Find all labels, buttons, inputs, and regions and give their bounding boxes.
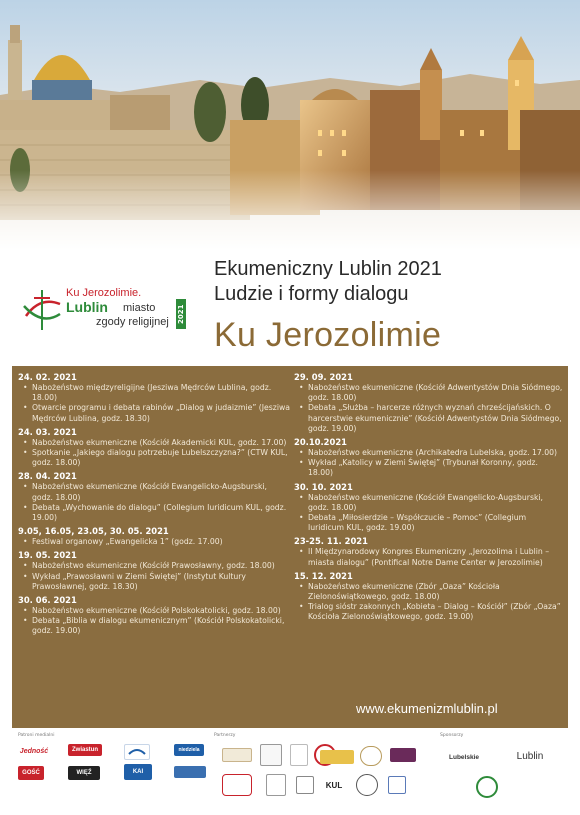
schedule-date: 15. 12. 2021 xyxy=(294,570,353,581)
partner-logo-kul: KUL xyxy=(325,780,343,790)
schedule-column-right xyxy=(294,372,564,623)
partners-label: Partnerzy xyxy=(214,733,236,738)
schedule-date: 20.10.2021 xyxy=(294,437,347,448)
sponsor-logo-lubelskie: Lubelskie xyxy=(449,753,479,761)
schedule-event: • Nabożeństwo ekumeniczne (Kościół Ewangelicko-Augsburski, godz. 18.00) xyxy=(18,482,290,502)
schedule-event: • Nabożeństwo ekumeniczne (Kościół Akademicki KUL, godz. 17.00) xyxy=(18,438,290,448)
schedule-event: • Nabożeństwo ekumeniczne (Kościół Ewangelicko-Augsburski, godz. 18.00) xyxy=(294,493,564,513)
website-link[interactable]: www.ekumenizmlublin.pl xyxy=(356,701,498,716)
partner-logo-6 xyxy=(360,746,382,766)
schedule-event: • Nabożeństwo ekumeniczne (Kościół Prawosławny, godz. 18.00) xyxy=(18,561,290,571)
sponsors-label: Sponsorzy xyxy=(440,733,464,738)
partner-logo-5 xyxy=(320,750,354,764)
schedule-event: • Festiwal organowy „Ewangelicka 1” (godz. 17.00) xyxy=(18,537,290,547)
partner-logo-7 xyxy=(390,748,416,762)
hero-image-jerusalem xyxy=(0,0,580,250)
schedule-event: • Nabożeństwo międzyreligijne (Jesziwa Mędrców Lublina, godz. 18.00) xyxy=(18,383,290,403)
schedule-event: • Nabożeństwo ekumeniczne (Kościół Adwentystów Dnia Siódmego, godz. 18.00) xyxy=(294,383,564,403)
ku-jerozolimie-logo xyxy=(20,286,190,332)
schedule-event: • Debata „Służba – harcerze różnych wyznań chrześcijańskich. O harcerstwie ekumenicznie” (Kościół Adwentystów Dnia Siódmego, godz. 19.00) xyxy=(294,403,564,434)
partner-logo-8 xyxy=(222,774,252,796)
logo-emblem-icon xyxy=(20,286,64,332)
media-logo-gosc: GOŚĆ xyxy=(18,766,44,780)
globe-icon xyxy=(127,746,147,758)
media-logo-jednosc: Jedność xyxy=(19,747,49,755)
schedule-event: • Trialog sióstr zakonnych „Kobieta – Dialog – Kościół” (Zbór „Oaza” Kościoła Zielonoświątkowego, godz. 19.00) xyxy=(294,602,564,622)
partner-logo-10 xyxy=(296,776,314,794)
schedule-event: • Otwarcie programu i debata rabinów „Dialog w judaizmie” (Jesziwa Mędrców Lublina, godz. 18.30) xyxy=(18,403,290,423)
schedule-date: 19. 05. 2021 xyxy=(18,550,77,561)
logo-year-badge: 2021 xyxy=(176,299,186,329)
schedule-event: • Wykład „Prawosławni w Ziemi Świętej” (Instytut Kultury Prawosławnej, godz. 18.30) xyxy=(18,572,290,592)
schedule-event: • Nabożeństwo ekumeniczne (Kościół Polskokatolicki, godz. 18.00) xyxy=(18,606,290,616)
jerusalem-skyline-illustration xyxy=(0,0,580,250)
schedule-event: • Debata „Biblia w dialogu ekumenicznym” (Kościół Polskokatolicki, godz. 19.00) xyxy=(18,616,290,636)
schedule-event: • Debata „Wychowanie do dialogu” (Collegium Iuridicum KUL, godz. 19.00) xyxy=(18,503,290,523)
schedule-date: 24. 02. 2021 xyxy=(18,372,77,382)
schedule-event: • Spotkanie „Jakiego dialogu potrzebuje Lubelszczyzna?” (CTW KUL, godz. 18.00) xyxy=(18,448,290,468)
schedule-column-left xyxy=(18,372,290,637)
page-title-line-2: Ludzie i formy dialogu xyxy=(214,283,409,305)
partner-logo-1 xyxy=(222,748,252,762)
media-logo-zwiastun: Zwiastun xyxy=(68,744,102,756)
schedule-event: • II Międzynarodowy Kongres Ekumeniczny „Jerozolima i Lublin – miasta dialogu” (Pontifical Notre Dame Center w Jerozolimie) xyxy=(294,547,564,567)
partner-logo-9 xyxy=(266,774,286,796)
schedule-date: 23-25. 11. 2021 xyxy=(294,536,368,547)
schedule-event: • Nabożeństwo ekumeniczne (Archikatedra Lubelska, godz. 17.00) xyxy=(294,448,564,458)
schedule-date: 28. 04. 2021 xyxy=(18,471,77,482)
sponsor-logo-lublin: Lublin xyxy=(516,750,544,762)
logo-title: Ku Jerozolimie. xyxy=(66,287,142,299)
logo-city: Lublin xyxy=(66,299,108,315)
media-logo-wiez: WIĘŹ xyxy=(68,766,100,780)
page-headline: Ku Jerozolimie xyxy=(214,316,442,354)
media-patrons-label: Patroni medialni xyxy=(18,733,55,738)
media-logo-niedziela: niedziela xyxy=(174,744,204,756)
page-title-line-1: Ekumeniczny Lublin 2021 xyxy=(214,258,442,280)
partner-logo-11 xyxy=(356,774,378,796)
logo-word-miasto: miasto xyxy=(123,302,156,314)
schedule-panel xyxy=(12,366,568,728)
schedule-event: • Wykład „Katolicy w Ziemi Świętej” (Trybunał Koronny, godz. 18.00) xyxy=(294,458,564,478)
media-logo-globe-icon xyxy=(124,744,150,760)
logo-subtitle: zgody religijnej xyxy=(96,316,169,328)
media-logo-kai: KAI xyxy=(124,764,152,780)
partner-logo-12 xyxy=(388,776,406,794)
schedule-event: • Debata „Miłosierdzie – Współczucie – Pomoc” (Collegium Iuridicum KUL, godz. 19.00) xyxy=(294,513,564,533)
schedule-date: 29. 09. 2021 xyxy=(294,372,353,382)
schedule-date: 30. 10. 2021 xyxy=(294,481,353,492)
media-logo-radio xyxy=(174,766,206,778)
partner-logo-3 xyxy=(290,744,308,766)
schedule-event: • Nabożeństwo ekumeniczne (Zbór „Oaza” Kościoła Zielonoświątkowego, godz. 18.00) xyxy=(294,582,564,602)
schedule-date: 30. 06. 2021 xyxy=(18,595,77,606)
sponsor-logo-seal xyxy=(476,776,498,798)
schedule-date: 9.05, 16.05, 23.05, 30. 05. 2021 xyxy=(18,526,169,537)
partner-logo-2 xyxy=(260,744,282,766)
schedule-date: 24. 03. 2021 xyxy=(18,426,77,437)
